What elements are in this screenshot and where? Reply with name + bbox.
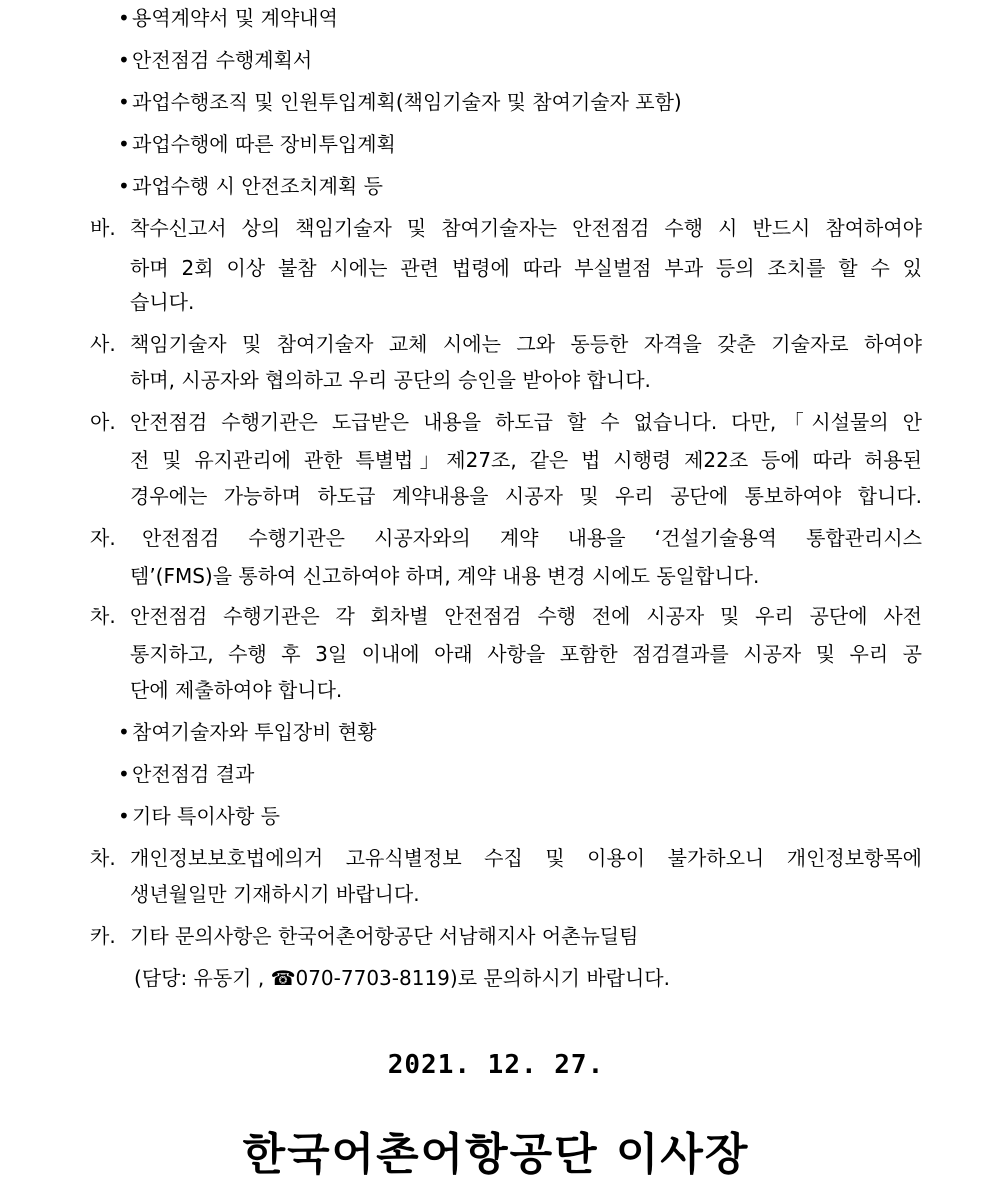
paragraph-line: 템’(FMS)을 통하여 신고하여야 하며, 계약 내용 변경 시에도 동일합니다.	[130, 564, 760, 588]
item-mark: 자.	[90, 526, 116, 550]
paragraph-line: 안전점검 수행기관은 시공자와의 계약 내용을 ‘건설기술용역 통합관리시스	[142, 526, 922, 550]
list-item	[118, 760, 254, 788]
list-item-text: 용역계약서 및 계약내역	[132, 6, 338, 30]
bullet-symbol: •	[118, 720, 130, 744]
bullet-symbol: •	[118, 132, 130, 156]
bullet-symbol: •	[118, 804, 130, 828]
bullet-symbol: •	[118, 48, 130, 72]
list-item-text: 과업수행에 따른 장비투입계획	[132, 132, 396, 156]
issuer-signature: 한국어촌어항공단 이사장	[242, 1129, 750, 1180]
bullet-symbol: •	[118, 762, 130, 786]
list-item-text: 기타 특이사항 등	[132, 804, 280, 828]
paragraph-line: 개인정보보호법에의거 고유식별정보 수집 및 이용이 불가하오니 개인정보항목에	[130, 846, 922, 870]
list-item	[118, 172, 383, 200]
paragraph-line: 습니다.	[130, 290, 195, 314]
list-item	[118, 130, 396, 158]
list-item-text: 참여기술자와 투입장비 현황	[132, 720, 377, 744]
item-mark: 아.	[90, 410, 116, 434]
list-item-text: 안전점검 수행계획서	[132, 48, 313, 72]
paragraph-line: 책임기술자 및 참여기술자 교체 시에는 그와 동등한 자격을 갖춘 기술자로 하여야	[130, 332, 922, 356]
paragraph-line: 전 및 유지관리에 관한 특별법」제27조, 같은 법 시행령 제22조 등에 따라 허용된	[130, 448, 922, 472]
bullet-symbol: •	[118, 6, 130, 30]
item-mark: 바.	[90, 216, 116, 240]
bullet-symbol: •	[118, 174, 130, 198]
item-mark: 차.	[90, 604, 116, 628]
list-item-text: 안전점검 결과	[132, 762, 255, 786]
paragraph-line: 착수신고서 상의 책임기술자 및 참여기술자는 안전점검 수행 시 반드시 참여하여야	[130, 216, 922, 240]
paragraph-line: 하며 2회 이상 불참 시에는 관련 법령에 따라 부실벌점 부과 등의 조치를 할 수 있	[130, 256, 922, 280]
item-mark: 차.	[90, 846, 116, 870]
paragraph-line: 기타 문의사항은 한국어촌어항공단 서남해지사 어촌뉴딜팀	[130, 924, 639, 948]
list-item	[118, 802, 280, 830]
item-mark: 사.	[90, 332, 116, 356]
bullet-symbol: •	[118, 90, 130, 114]
paragraph-line: 안전점검 수행기관은 각 회차별 안전점검 수행 전에 시공자 및 우리 공단에 사전	[130, 604, 922, 628]
paragraph-line: 하며, 시공자와 협의하고 우리 공단의 승인을 받아야 합니다.	[130, 368, 651, 392]
contact-line: (담당: 유동기 , ☎070-7703-8119)로 문의하시기 바랍니다.	[134, 966, 670, 990]
paragraph-line: 생년월일만 기재하시기 바랍니다.	[130, 882, 420, 906]
paragraph-line: 안전점검 수행기관은 도급받은 내용을 하도급 할 수 없습니다. 다만,「시설물의 안	[130, 410, 922, 434]
item-mark: 카.	[90, 924, 116, 948]
paragraph-line: 경우에는 가능하며 하도급 계약내용을 시공자 및 우리 공단에 통보하여야 합니다.	[130, 484, 922, 508]
document-date: 2021. 12. 27.	[387, 1050, 605, 1080]
list-item	[118, 718, 377, 746]
list-item	[118, 46, 312, 74]
list-item-text: 과업수행조직 및 인원투입계획(책임기술자 및 참여기술자 포함)	[132, 90, 682, 114]
list-item-text: 과업수행 시 안전조치계획 등	[132, 174, 383, 198]
paragraph-line: 통지하고, 수행 후 3일 이내에 아래 사항을 포함한 점검결과를 시공자 및 우리 공	[130, 642, 922, 666]
paragraph-line: 단에 제출하여야 합니다.	[130, 678, 343, 702]
list-item	[118, 88, 682, 116]
list-item	[118, 4, 338, 32]
